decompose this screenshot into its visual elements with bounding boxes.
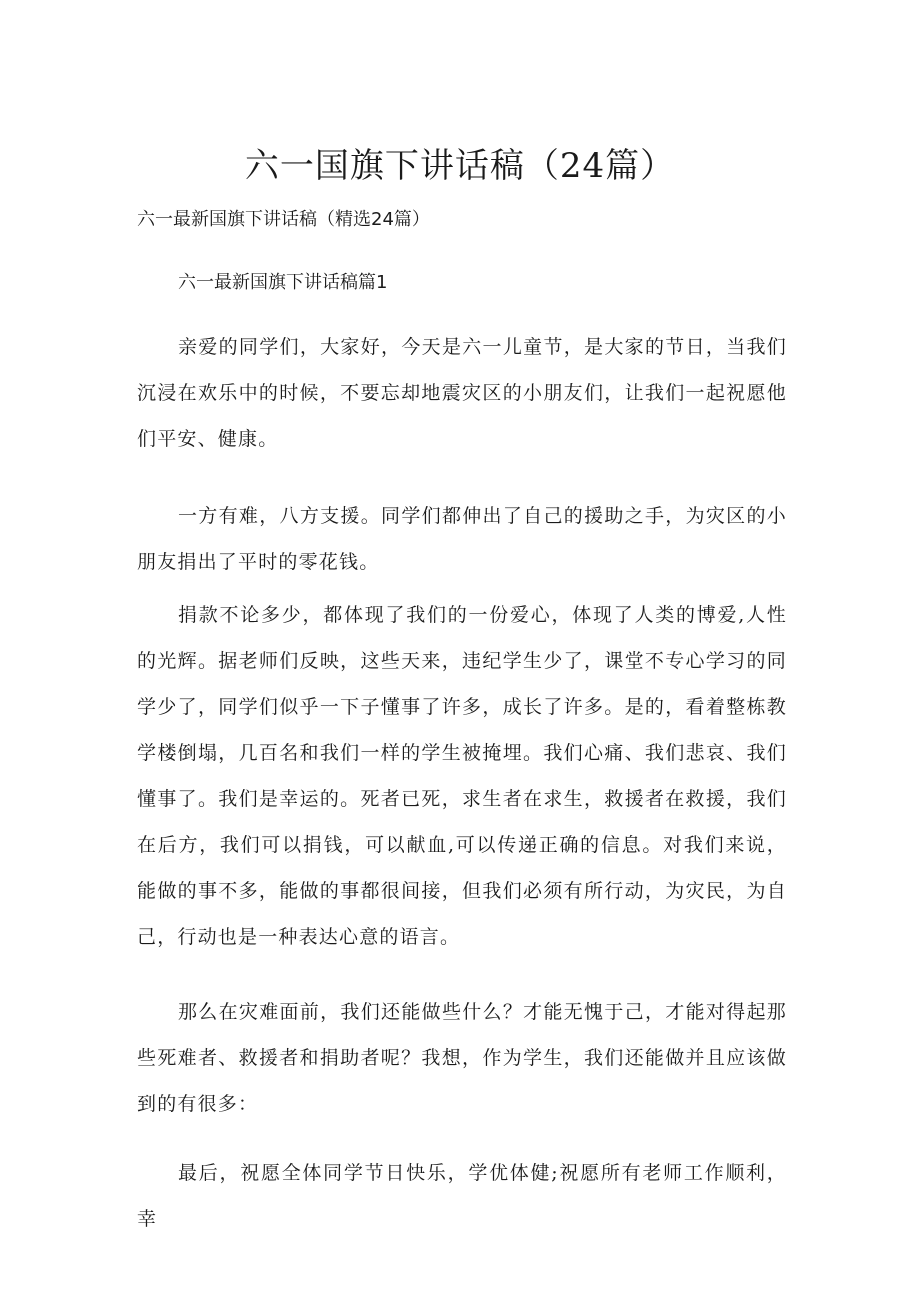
paragraph-4: 那么在灾难面前，我们还能做些什么？才能无愧于己，才能对得起那些死难者、救援者和捐助者呢？我想，作为学生，我们还能做并且应该做到的有很多： bbox=[137, 1001, 787, 1115]
paragraph-2: 一方有难，八方支援。同学们都伸出了自己的援助之手，为灾区的小朋友捐出了平时的零花钱。 bbox=[137, 505, 787, 573]
section-heading: 六一最新国旗下讲话稿篇1 bbox=[178, 272, 388, 293]
paragraph-5: 最后，祝愿全体同学节日快乐，学优体健;祝愿所有老师工作顺利，幸 bbox=[137, 1162, 787, 1230]
document-title: 六一国旗下讲话稿（24篇） bbox=[244, 146, 676, 186]
paragraph-1: 亲爱的同学们，大家好，今天是六一儿童节，是大家的节日，当我们沉浸在欢乐中的时候，不要忘却地震灾区的小朋友们，让我们一起祝愿他们平安、健康。 bbox=[137, 336, 787, 450]
paragraph-3: 捐款不论多少，都体现了我们的一份爱心，体现了人类的博爱,人性的光辉。据老师们反映，这些天来，违纪学生少了，课堂不专心学习的同学少了，同学们似乎一下子懂事了许多，成长了许多。是的，看着整栋教学楼倒塌，几百名和我们一样的学生被掩埋。我们心痛、我们悲哀、我们懂事了。我们是幸运的。死者已死，求生者在求生，救援者在救援，我们在后方，我们可以捐钱，可以献血,可以传递正确的信息。对我们来说，能做的事不多，能做的事都很间接，但我们必须有所行动，为灾民，为自己，行动也是一种表达心意的语言。 bbox=[137, 604, 787, 948]
document-subtitle: 六一最新国旗下讲话稿（精选24篇） bbox=[137, 209, 430, 230]
